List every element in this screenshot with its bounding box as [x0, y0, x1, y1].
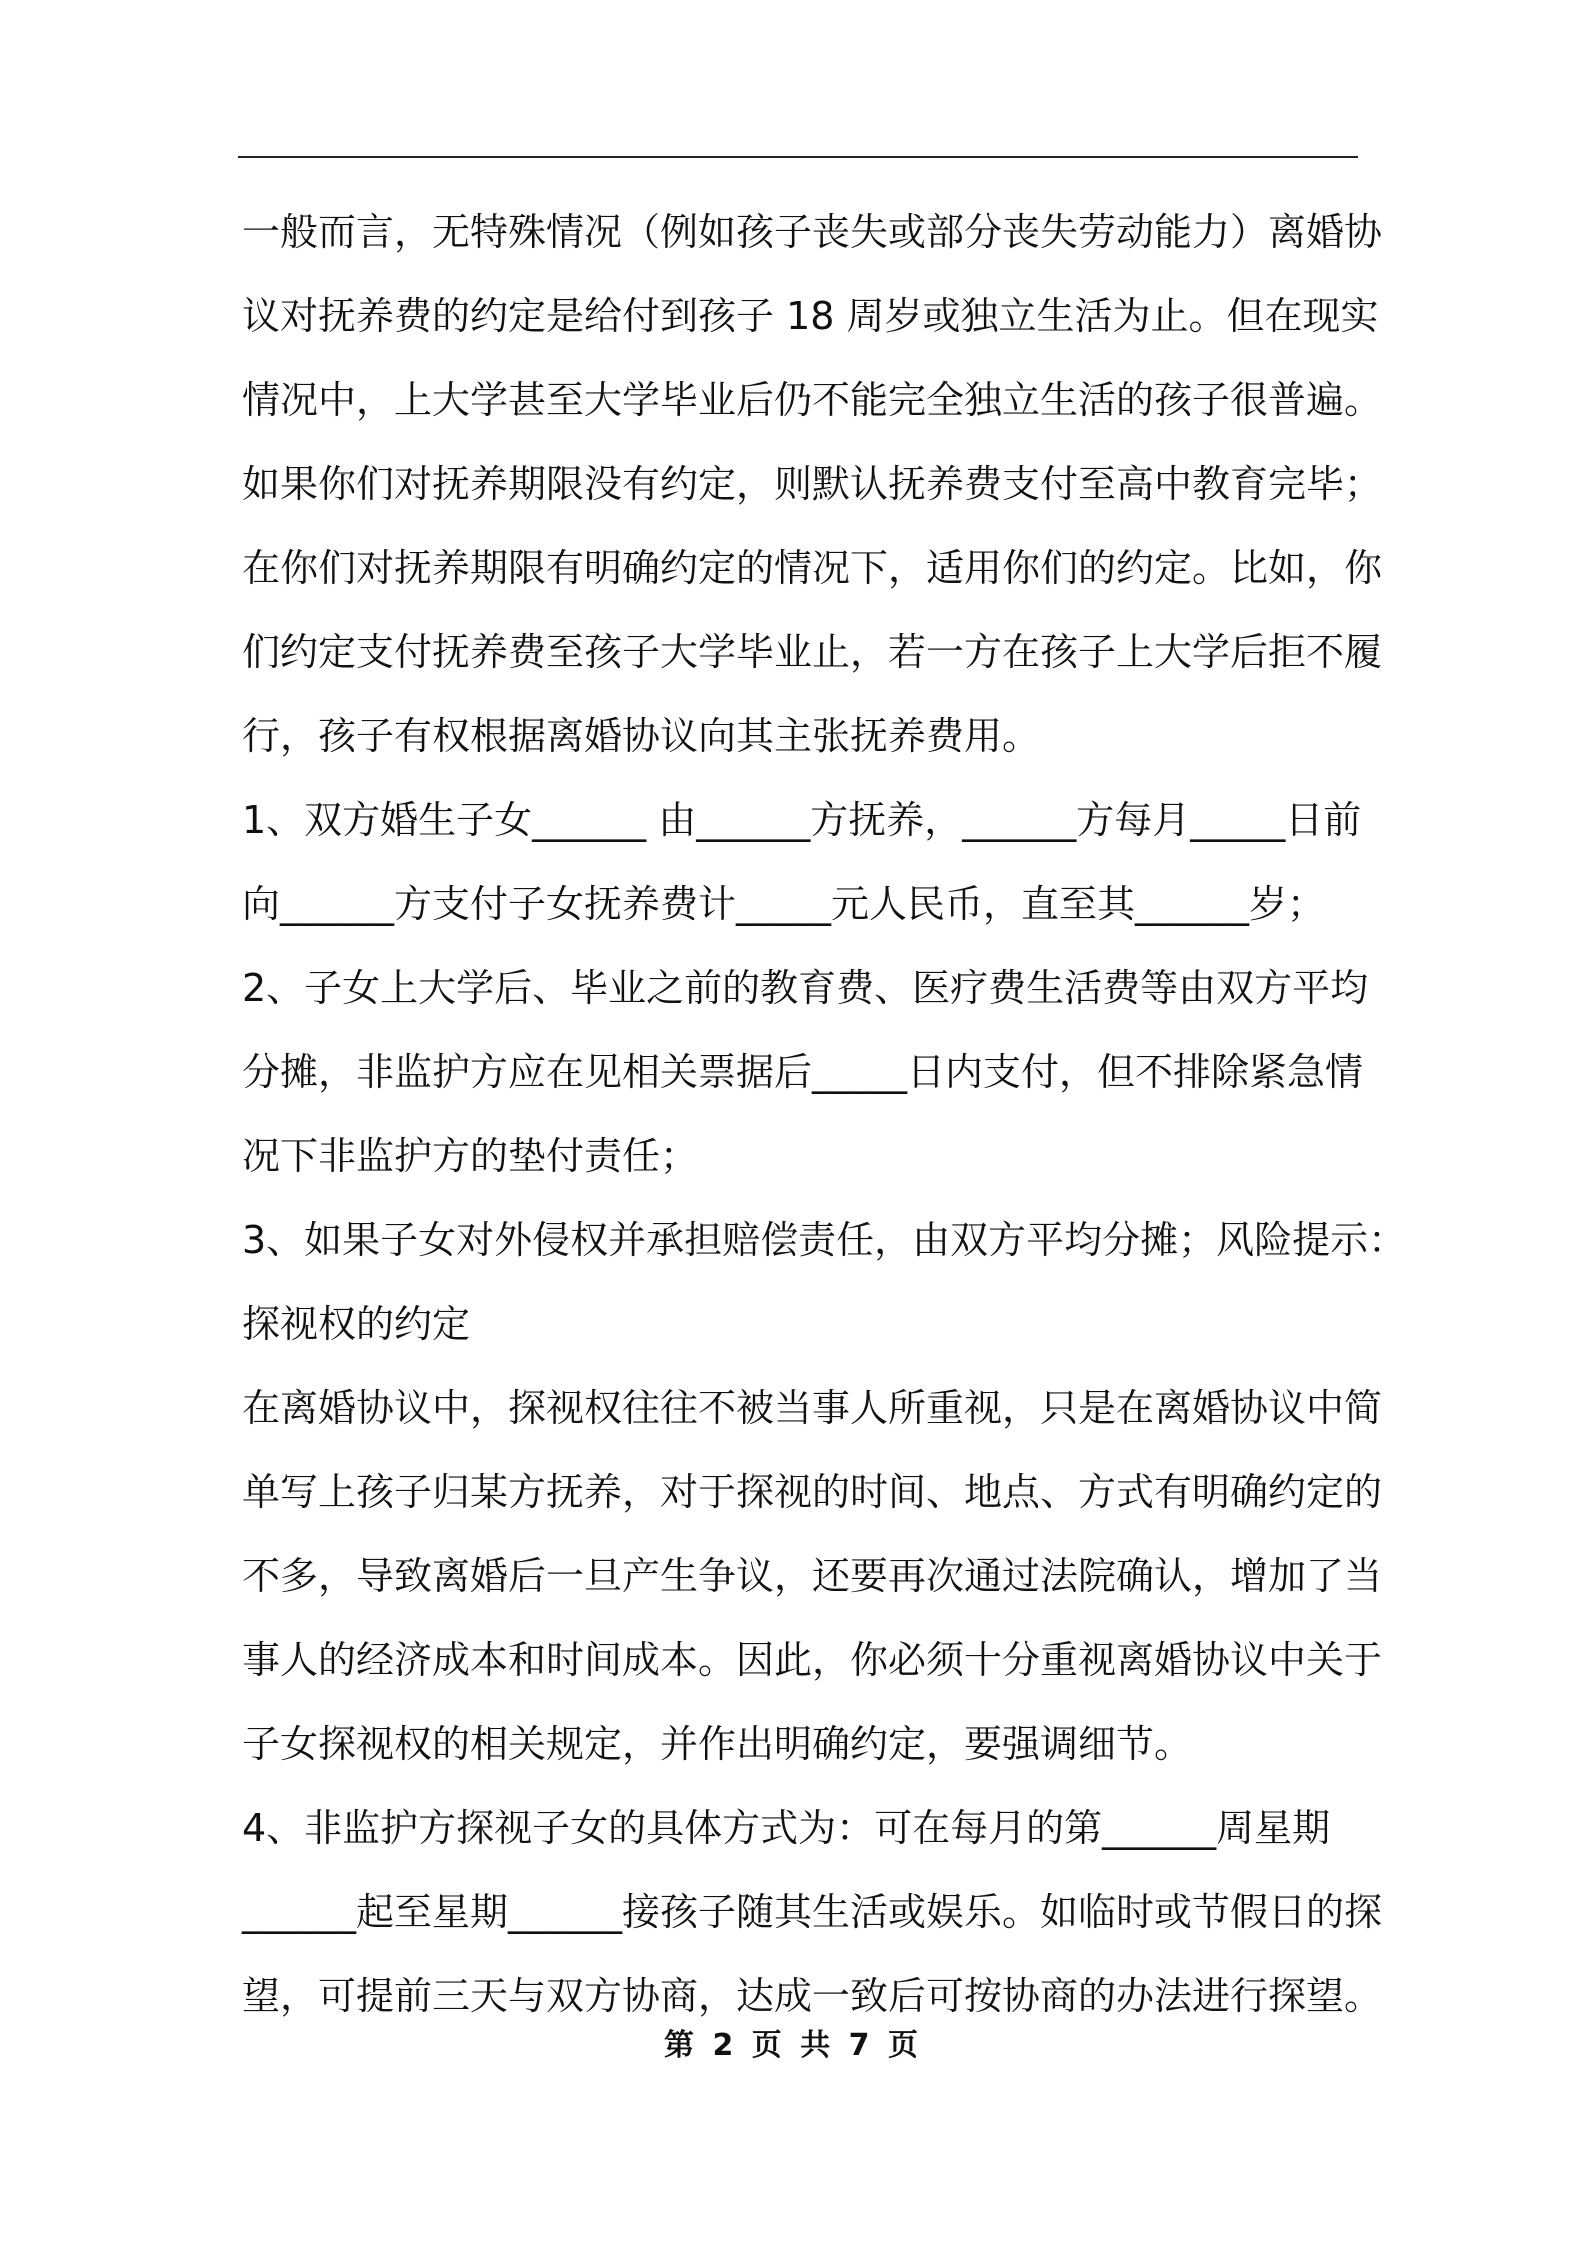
text-line: 2、子女上大学后、毕业之前的教育费、医疗费生活费等由双方平均: [242, 966, 1369, 1010]
text-line: 况下非监护方的垫付责任；: [242, 1134, 699, 1178]
text-line: 行，孩子有权根据离婚协议向其主张抚养费用。: [242, 714, 1041, 758]
text-line: ______起至星期______接孩子随其生活或娱乐。如临时或节假日的探: [242, 1890, 1383, 1934]
header-rule: [238, 156, 1358, 158]
text-line: 望，可提前三天与双方协商，达成一致后可按协商的办法进行探望。: [242, 1974, 1383, 2018]
page-number: 第 2 页 共 7 页: [664, 2028, 922, 2063]
document-body: [242, 190, 1407, 2038]
text-line: 情况中，上大学甚至大学毕业后仍不能完全独立生活的孩子很普遍。: [242, 378, 1383, 422]
text-line: 向______方支付子女抚养费计_____元人民币，直至其______岁；: [242, 882, 1326, 926]
text-line: 在离婚协议中，探视权往往不被当事人所重视，只是在离婚协议中简: [242, 1386, 1383, 1430]
text-line: 不多，导致离婚后一旦产生争议，还要再次通过法院确认，增加了当: [242, 1554, 1383, 1598]
text-line: 事人的经济成本和时间成本。因此，你必须十分重视离婚协议中关于: [242, 1638, 1383, 1682]
text-line: 一般而言，无特殊情况（例如孩子丧失或部分丧失劳动能力）离婚协: [242, 210, 1383, 254]
text-line: 子女探视权的相关规定，并作出明确约定，要强调细节。: [242, 1722, 1193, 1766]
text-line: 1、双方婚生子女______ 由______方抚养，______方每月_____日前: [242, 798, 1362, 842]
text-line: 们约定支付抚养费至孩子大学毕业止，若一方在孩子上大学后拒不履: [242, 630, 1383, 674]
text-line: 议对抚养费的约定是给付到孩子 18 周岁或独立生活为止。但在现实: [242, 294, 1379, 338]
text-line: 在你们对抚养期限有明确约定的情况下，适用你们的约定。比如，你: [242, 546, 1383, 590]
text-line: 4、非监护方探视子女的具体方式为：可在每月的第______周星期: [242, 1806, 1331, 1850]
text-line: 单写上孩子归某方抚养，对于探视的时间、地点、方式有明确约定的: [242, 1470, 1383, 1514]
text-line: 分摊，非监护方应在见相关票据后_____日内支付，但不排除紧急情: [242, 1050, 1364, 1094]
text-line: 3、如果子女对外侵权并承担赔偿责任，由双方平均分摊；风险提示：: [242, 1218, 1407, 1262]
text-line: 如果你们对抚养期限没有约定，则默认抚养费支付至高中教育完毕；: [242, 462, 1383, 506]
section-heading: 探视权的约定: [242, 1302, 471, 1346]
